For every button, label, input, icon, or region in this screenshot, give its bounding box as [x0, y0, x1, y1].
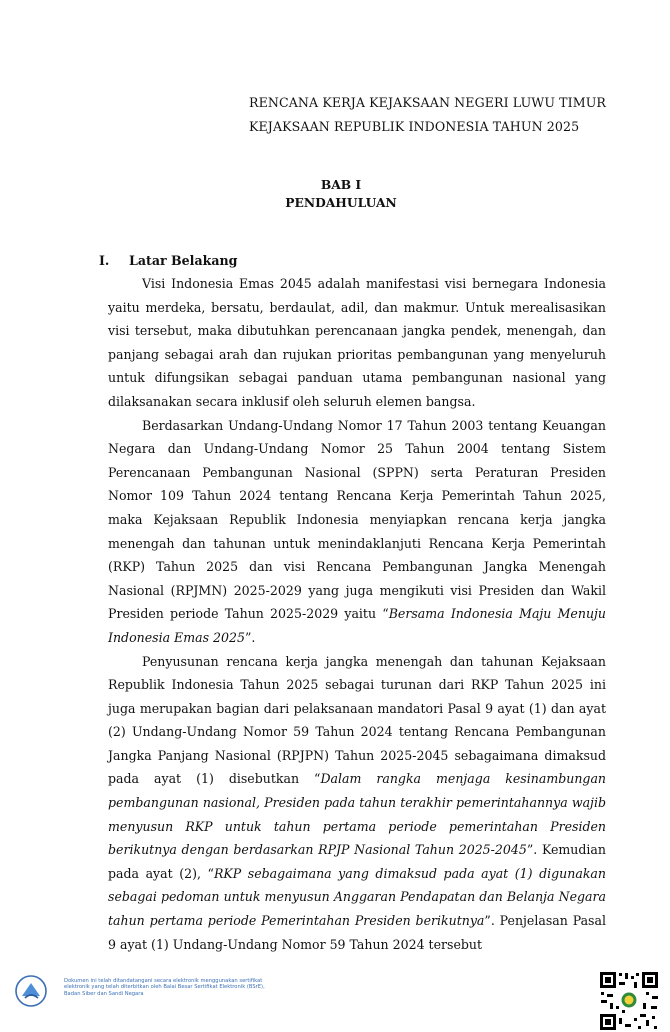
body-text	[108, 272, 606, 956]
paragraph-2-quote: Bersama Indonesia Maju Menuju Indonesia Emas 2025	[108, 606, 606, 645]
paragraph-2-end: ”.	[244, 629, 256, 645]
paragraph-3-text-b: ”. Kemudian pada ayat (2), “	[108, 842, 606, 881]
paragraph-1-text: Visi Indonesia Emas 2045 adalah manifestasi visi bernegara Indonesia yaitu merdeka, bersatu, berdaulat, adil, dan makmur. Untuk merealisasikan visi tersebut, maka dibutuhkan perencanaan jangka pendek, menengah, dan panjang sebagai arah dan rujukan prioritas pembangunan yang menyeluruh untuk difungsikan sebagai panduan utama pembangunan nasional yang dilaksanakan secara inklusif oleh seluruh elemen bangsa.	[108, 276, 606, 409]
section-heading	[99, 253, 237, 268]
header-line-1: RENCANA KERJA KEJAKSAAN NEGERI LUWU TIMUR	[249, 95, 607, 110]
paragraph-3-text-c: ”. Penjelasan Pasal 9 ayat (1) Undang-Undang Nomor 59 Tahun 2024 tersebut	[108, 913, 606, 952]
signature-note: Dokumen ini telah ditandatangani secara elektronik menggunakan sertifikat elektronik yang telah diterbitkan oleh Balai Besar Sertifikat Elektronik (BSrE), Badan Siber dan Sandi Negara	[64, 978, 265, 997]
paragraph-3	[108, 650, 606, 957]
paragraph-2	[108, 414, 606, 650]
section-number: I.	[99, 253, 110, 268]
paragraph-2-text: Berdasarkan Undang-Undang Nomor 17 Tahun 2003 tentang Keuangan Negara dan Undang-Undang Nomor 25 Tahun 2004 tentang Sistem Perencanaan Pembangunan Nasional (SPPN) serta Peraturan Presiden Nomor 109 Tahun 2024 tentang Rencana Kerja Pemerintah Tahun 2025, maka Kejaksaan Republik Indonesia menyiapkan rencana kerja jangka menengah dan tahunan untuk menindaklanjuti Rencana Kerja Pemerintah (RKP) Tahun 2025 dan visi Rencana Pembangunan Jangka Menengah Nasional (RPJMN) 2025-2029 yang juga mengikuti visi Presiden dan Wakil Presiden periode Tahun 2025-2029 yaitu “	[108, 417, 606, 622]
chapter-number: BAB I	[320, 177, 362, 192]
paragraph-3-quote-1: Dalam rangka menjaga kesinambungan pembangunan nasional, Presiden pada tahun terakhir pemerintahannya wajib menyusun RKP untuk tahun pertama periode pemerintahan Presiden berikutnya dengan berdasarkan RPJP Nasional Tahun 2025-2045	[108, 771, 606, 858]
header-line-2: KEJAKSAAN REPUBLIK INDONESIA TAHUN 2025	[249, 119, 580, 134]
section-title: Latar Belakang	[129, 253, 238, 268]
qr-code-icon	[598, 970, 660, 1032]
paragraph-3-quote-2: RKP sebagaimana yang dimaksud pada ayat (1) digunakan sebagai pedoman untuk menyusun Anggaran Pendapatan dan Belanja Negara tahun pertama periode Pemerintahan Presiden berikutnya	[108, 865, 606, 929]
document-header	[249, 91, 606, 139]
paragraph-3-text-a: Penyusunan rencana kerja jangka menengah dan tahunan Kejaksaan Republik Indonesia Tahun 2025 sebagai turunan dari RKP Tahun 2025 ini juga merupakan bagian dari pelaksanaan mandatori Pasal 9 ayat (1) dan ayat (2) Undang-Undang Nomor 59 Tahun 2024 tentang Rencana Pembangunan Jangka Panjang Nasional (RPJPN) Tahun 2025-2045 sebagaimana dimaksud pada ayat (1) disebutkan “	[108, 653, 606, 787]
bsre-logo-icon	[14, 974, 48, 1008]
paragraph-1	[108, 272, 606, 414]
signature-footer	[8, 970, 668, 1020]
chapter-title: PENDAHULUAN	[285, 195, 397, 210]
